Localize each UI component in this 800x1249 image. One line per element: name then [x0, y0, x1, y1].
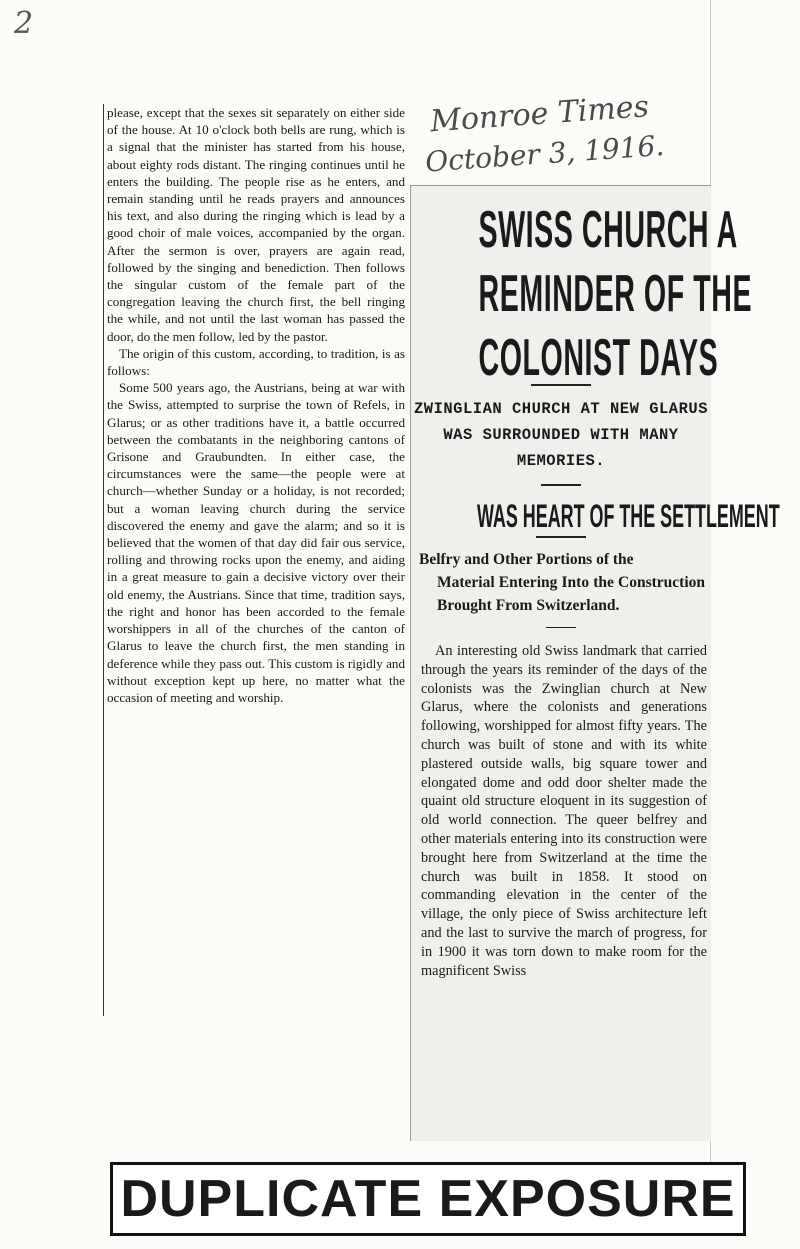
- divider: [541, 484, 581, 486]
- handwritten-annotation: [420, 89, 700, 179]
- divider: [546, 627, 576, 628]
- deck-summary: [411, 548, 711, 617]
- page-number: 2: [14, 6, 34, 41]
- subheadline: ZWINGLIAN CHURCH AT NEW GLARUS WAS SURROUNDED WITH MANY MEMORIES.: [413, 400, 709, 470]
- deck-summary-rest: Material Entering Into the Construction Brought From Switzerland.: [437, 574, 705, 614]
- headline-line-2: REMINDER OF THE: [478, 265, 753, 323]
- left-paragraph-1: please, except that the sexes sit separately on either side of the house. At 10 o'clock both bells are rung, which is a signal that the minister has started from his house, about eighty rods distant. The ringing continues until he enters the building. The people rise as he enters, and remain standing until he reads prayers and announces his text, and also during the ringing which is lead by a good choir of male voices, accompanied by the organ. After the sermon is over, prayers are again read, followed by the singing and benediction. Then follows the singular custom of the female part of the congregation leaving the church first, the bell ringing the while, and not until the last woman has passed the door, do the men follow, led by the pastor.: [107, 105, 405, 344]
- duplicate-exposure-stamp: DUPLICATE EXPOSURE: [110, 1162, 746, 1236]
- article-body: [411, 642, 711, 980]
- column-rule: [103, 104, 104, 1016]
- left-paragraph-2: The origin of this custom, according, to tradition, is as follows:: [107, 345, 405, 379]
- left-column: [107, 104, 405, 1024]
- article-paragraph: An interesting old Swiss landmark that carried through the years its reminder of the days of the colonists was the Zwinglian church at New Glarus, where the colonists and generations following, worshipped for almost fifty years. The church was built of stone and with its white plastered outside walls, big square tower and elongated dome and odd door shelter made the quaint old structure eloquent in its suggestion of old world connection. The queer belfrey and other materials entering into its construction were brought here from Switzerland at the time the church was built in 1858. It stood on commanding elevation in the center of the village, the only piece of Swiss architecture left and the last to survive the march of progress, for in 1900 it was torn down to make room for the magnificent Swiss: [421, 643, 707, 979]
- headline-line-1: SWISS CHURCH A: [478, 201, 738, 259]
- article-clipping: [410, 185, 780, 1141]
- handwritten-source: Monroe Times: [429, 89, 651, 140]
- handwritten-date: October 3, 1916.: [424, 128, 666, 179]
- headline: [478, 198, 753, 390]
- headline-line-3: COLONIST DAYS: [478, 329, 719, 387]
- divider: [536, 536, 586, 538]
- deck-summary-first-line: Belfry and Other Portions of the: [419, 551, 634, 568]
- left-paragraph-3: Some 500 years ago, the Austrians, being at war with the Swiss, attempted to surprise the town of Refels, in Glarus; or as other traditions have it, a battle occurred between the combatants in the neighboring cantons of Grisone and Graubundten. In either case, the circumstances were the same—the people were at church—whether Sunday or a holiday, is not recorded; but a woman leaving church during the service discovered the enemy and gave the alarm; and so it is believed that the women of that day did fair ous service, rolling and throwing rocks upon the enemy, and aiding in a great measure to gain a decisive victory over their old enemy, the Austrians. Since that time, tradition says, the right and honor has been accorded to the female worshippers in all of the churches of the canton of Glarus to leave the church first, the men standing in deference while they pass out. This custom is rigidly and without exception kept up here, no matter what the occasion of meeting and worship.: [107, 380, 405, 705]
- secondary-headline: WAS HEART OF THE SETTLEMENT: [477, 498, 780, 534]
